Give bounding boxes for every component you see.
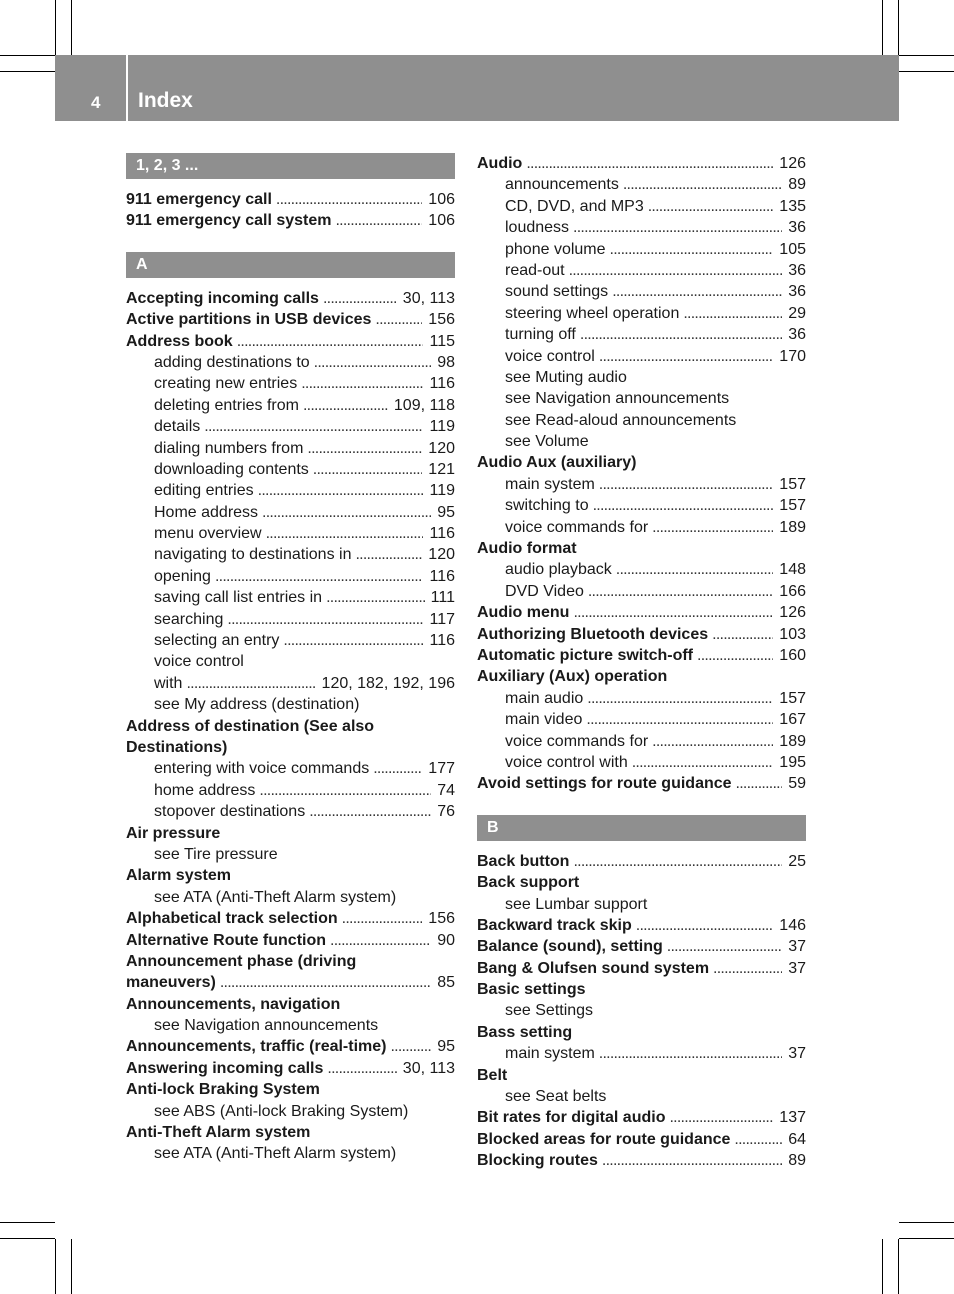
page-number: 4: [91, 93, 101, 112]
entry-pages: 121: [428, 460, 455, 478]
index-entry: [477, 153, 806, 174]
entry-term: navigating to destinations in: [154, 546, 352, 564]
leader-dots: [342, 908, 423, 929]
crop-mark: [55, 1239, 56, 1294]
entry-pages: 167: [779, 711, 806, 729]
entry-term: Balance (sound), setting: [477, 938, 663, 956]
leader-dots: [186, 673, 315, 694]
crop-mark: [899, 55, 954, 56]
entry-term: adding destinations to: [154, 353, 310, 371]
index-subentry: [477, 517, 806, 538]
entry-pages: 189: [779, 732, 806, 750]
entry-term: Audio menu: [477, 604, 570, 622]
entry-pages: 105: [779, 240, 806, 258]
leader-dots: [602, 1150, 782, 1171]
index-subentry: [477, 217, 806, 238]
entry-term: opening: [154, 567, 211, 585]
leader-dots: [712, 624, 773, 645]
index-entry: [126, 1058, 455, 1079]
index-heading: Announcements, navigation: [126, 995, 341, 1013]
index-subentry: [477, 260, 806, 281]
crop-mark: [71, 0, 72, 55]
entry-pages: 106: [428, 212, 455, 230]
entry-term: Answering incoming calls: [126, 1059, 324, 1077]
index-subentry: [126, 480, 455, 501]
index-subentry: [477, 688, 806, 709]
entry-pages: 64: [788, 1130, 806, 1148]
index-column-left: [126, 153, 455, 1165]
entry-term: details: [154, 418, 201, 436]
index-subentry: [477, 581, 806, 602]
entry-pages: 189: [779, 518, 806, 536]
entry-pages: 106: [428, 191, 455, 208]
crop-mark: [882, 1239, 883, 1294]
entry-pages: 111: [430, 589, 455, 607]
leader-dots: [573, 851, 782, 872]
leader-dots: [587, 688, 773, 709]
entry-pages: 156: [428, 311, 455, 329]
entry-term: main system: [505, 475, 595, 493]
entry-term: Announcements, traffic (real-time): [126, 1038, 387, 1056]
index-entry: [126, 331, 455, 352]
leader-dots: [612, 281, 782, 302]
entry-term: main audio: [505, 689, 584, 707]
index-see-reference: see Navigation announcements: [505, 390, 730, 408]
entry-pages: 76: [437, 803, 455, 821]
index-entry: [477, 1150, 806, 1171]
leader-dots: [636, 915, 774, 936]
index-heading: Belt: [477, 1066, 508, 1084]
spacer: [126, 232, 455, 252]
index-see-reference: see Muting audio: [505, 368, 627, 386]
header-divider: [126, 55, 128, 121]
leader-dots: [301, 373, 423, 394]
index-subentry: [126, 373, 455, 394]
leader-dots: [573, 602, 773, 623]
entry-term: Blocked areas for route guidance: [477, 1130, 731, 1148]
entry-pages: 116: [429, 525, 455, 543]
page-title: Index: [138, 89, 193, 112]
index-heading: Address of destination (See also: [126, 717, 375, 735]
entry-pages: 36: [788, 219, 806, 237]
index-entry: [126, 309, 455, 330]
index-heading: Audio Aux (auxiliary): [477, 454, 637, 472]
leader-dots: [580, 324, 782, 345]
entry-term: deleting entries from: [154, 396, 299, 414]
leader-dots: [569, 260, 783, 281]
leader-dots: [323, 288, 397, 309]
entry-term: Audio: [477, 155, 523, 172]
index-subentry: [126, 438, 455, 459]
index-subentry: [126, 395, 455, 416]
entry-term: Bang & Olufsen sound system: [477, 959, 710, 977]
entry-pages: 166: [779, 582, 806, 600]
entry-term: saving call list entries in: [154, 589, 323, 607]
entry-pages: 30, 113: [402, 289, 455, 307]
index-subentry: [477, 474, 806, 495]
entry-term: voice commands for: [505, 732, 649, 750]
entry-term: voice control with: [505, 753, 628, 771]
entry-term: selecting an entry: [154, 632, 280, 650]
index-subentry: [126, 352, 455, 373]
leader-dots: [652, 731, 773, 752]
entry-pages: 119: [429, 482, 455, 500]
index-entry: [477, 645, 806, 666]
entry-pages: 90: [437, 931, 455, 949]
entry-term: Bit rates for digital audio: [477, 1109, 666, 1127]
entry-term: Authorizing Bluetooth devices: [477, 625, 709, 643]
index-subentry: [126, 459, 455, 480]
entry-pages: 95: [437, 503, 455, 521]
index-heading: Anti-Theft Alarm system: [126, 1124, 311, 1142]
entry-pages: 195: [779, 753, 806, 771]
leader-dots: [204, 416, 423, 437]
entry-pages: 36: [788, 283, 806, 301]
index-heading: Air pressure: [126, 824, 221, 842]
leader-dots: [593, 495, 774, 516]
leader-dots: [262, 502, 431, 523]
entry-pages: 116: [429, 567, 455, 585]
index-heading: Audio format: [477, 540, 577, 558]
index-heading: Announcement phase (driving: [126, 952, 357, 970]
section-header: B: [477, 815, 806, 841]
leader-dots: [303, 395, 388, 416]
entry-term: with: [154, 674, 183, 692]
leader-dots: [258, 480, 424, 501]
index-see-reference: see Read-aloud announcements: [505, 411, 737, 429]
index-subentry: [477, 709, 806, 730]
entry-pages: 157: [779, 475, 806, 493]
index-entry: [477, 602, 806, 623]
entry-pages: 116: [429, 632, 455, 650]
index-see-reference: see ABS (Anti-lock Braking System): [154, 1102, 409, 1120]
entry-term: phone volume: [505, 240, 606, 258]
entry-term: Home address: [154, 503, 259, 521]
entry-term: Backward track skip: [477, 916, 632, 934]
entry-pages: 25: [788, 852, 806, 870]
index-heading: Back support: [477, 874, 580, 892]
entry-pages: 36: [788, 326, 806, 344]
entry-term: maneuvers): [126, 974, 216, 992]
spacer: [477, 795, 806, 815]
crop-mark: [71, 1239, 72, 1294]
entry-pages: 89: [788, 176, 806, 194]
leader-dots: [526, 153, 773, 174]
index-heading: Alarm system: [126, 867, 231, 885]
index-see-reference: see Settings: [505, 1002, 594, 1020]
index-entry: [126, 1036, 455, 1057]
section-header: A: [126, 252, 455, 278]
entry-pages: 117: [429, 610, 455, 628]
leader-dots: [623, 174, 782, 195]
entry-term: announcements: [505, 176, 619, 194]
leader-dots: [652, 517, 773, 538]
entry-term: CD, DVD, and MP3: [505, 197, 644, 215]
index-subentry: [477, 324, 806, 345]
index-subentry: [126, 758, 455, 779]
index-subentry: [126, 416, 455, 437]
leader-dots: [610, 239, 774, 260]
leader-dots: [307, 438, 422, 459]
index-subentry: [477, 303, 806, 324]
crop-mark: [55, 0, 56, 55]
leader-dots: [599, 1043, 782, 1064]
entry-term: turning off: [505, 326, 576, 344]
entry-pages: 156: [428, 910, 455, 928]
entry-term: DVD Video: [505, 582, 584, 600]
entry-pages: 37: [788, 959, 806, 977]
entry-term: Blocking routes: [477, 1152, 598, 1170]
crop-mark: [898, 1239, 899, 1294]
index-heading: Auxiliary (Aux) operation: [477, 668, 668, 686]
index-entry: [126, 930, 455, 951]
leader-dots: [327, 1058, 396, 1079]
crop-mark: [0, 55, 55, 56]
entry-term: Automatic picture switch-off: [477, 646, 694, 664]
index-subentry: [126, 587, 455, 608]
leader-dots: [313, 459, 423, 480]
index-subentry: [126, 780, 455, 801]
crop-mark: [899, 1238, 954, 1239]
leader-dots: [283, 630, 423, 651]
index-subentry: [477, 731, 806, 752]
entry-pages: 170: [779, 347, 806, 365]
index-entry: [477, 958, 806, 979]
index-see-reference: see ATA (Anti-Theft Alarm system): [154, 888, 397, 906]
entry-pages: 157: [779, 689, 806, 707]
leader-dots: [632, 752, 774, 773]
index-entry: [126, 972, 455, 993]
index-heading: Bass setting: [477, 1023, 573, 1041]
leader-dots: [667, 936, 782, 957]
leader-dots: [227, 609, 423, 630]
entry-pages: 120: [428, 546, 455, 564]
entry-term: stopover destinations: [154, 803, 306, 821]
index-entry: [477, 773, 806, 794]
leader-dots: [314, 352, 432, 373]
leader-dots: [734, 1129, 782, 1150]
leader-dots: [335, 210, 422, 231]
entry-pages: 85: [437, 974, 455, 992]
index-subentry: [477, 752, 806, 773]
entry-pages: 115: [429, 332, 455, 350]
index-see-reference: see Tire pressure: [154, 845, 278, 863]
leader-dots: [330, 930, 431, 951]
entry-term: read-out: [505, 261, 565, 279]
index-see-reference: see Seat belts: [505, 1088, 607, 1106]
entry-pages: 146: [779, 916, 806, 934]
index-see-reference: voice control: [154, 653, 244, 671]
entry-pages: 95: [437, 1038, 455, 1056]
index-see-reference: see Navigation announcements: [154, 1017, 379, 1035]
entry-pages: 37: [788, 938, 806, 956]
index-subentry: [477, 196, 806, 217]
leader-dots: [616, 559, 774, 580]
leader-dots: [266, 523, 424, 544]
section-header: 1, 2, 3 ...: [126, 153, 455, 179]
entry-term: Alternative Route function: [126, 931, 327, 949]
index-column-right: [477, 153, 806, 1172]
crop-mark: [0, 1222, 55, 1223]
entry-term: downloading contents: [154, 460, 309, 478]
leader-dots: [683, 303, 782, 324]
leader-dots: [259, 780, 431, 801]
index-entry: [477, 851, 806, 872]
index-entry: [477, 1107, 806, 1128]
leader-dots: [220, 972, 431, 993]
entry-term: switching to: [505, 497, 589, 515]
leader-dots: [326, 587, 425, 608]
entry-pages: 37: [788, 1045, 806, 1063]
leader-dots: [648, 196, 774, 217]
index-entry: [126, 908, 455, 929]
entry-pages: 119: [429, 418, 455, 436]
index-subentry: [477, 495, 806, 516]
index-entry: [126, 189, 455, 210]
entry-pages: 98: [437, 353, 455, 371]
index-subentry: [477, 174, 806, 195]
entry-term: voice control: [505, 347, 595, 365]
leader-dots: [355, 544, 422, 565]
leader-dots: [599, 346, 773, 367]
entry-term: loudness: [505, 219, 570, 237]
entry-pages: 148: [779, 561, 806, 579]
entry-term: 911 emergency call system: [126, 212, 332, 230]
entry-pages: 157: [779, 497, 806, 515]
entry-term: entering with voice commands: [154, 760, 370, 778]
leader-dots: [390, 1036, 431, 1057]
entry-pages: 109, 118: [393, 396, 455, 414]
leader-dots: [309, 801, 431, 822]
leader-dots: [375, 309, 422, 330]
index-subentry: [126, 609, 455, 630]
index-entry: [477, 915, 806, 936]
leader-dots: [573, 217, 782, 238]
entry-term: Back button: [477, 852, 570, 870]
entry-pages: 59: [788, 775, 806, 793]
index-entry: [477, 624, 806, 645]
index-subentry: [477, 239, 806, 260]
entry-term: creating new entries: [154, 375, 298, 393]
leader-dots: [586, 709, 773, 730]
index-entry: [477, 936, 806, 957]
entry-term: 911 emergency call: [126, 191, 272, 208]
leader-dots: [713, 958, 782, 979]
entry-term: steering wheel operation: [505, 304, 680, 322]
crop-mark: [899, 71, 954, 72]
leader-dots: [276, 189, 422, 210]
entry-term: Address book: [126, 332, 233, 350]
entry-term: editing entries: [154, 482, 254, 500]
index-subentry: [477, 281, 806, 302]
crop-mark: [898, 0, 899, 55]
index-see-reference: see Volume: [505, 433, 589, 451]
entry-term: menu overview: [154, 525, 262, 543]
entry-pages: 36: [788, 261, 806, 279]
index-see-reference: see Lumbar support: [505, 895, 648, 913]
entry-term: Alphabetical track selection: [126, 910, 338, 928]
crop-mark: [899, 1222, 954, 1223]
entry-pages: 29: [788, 304, 806, 322]
entry-term: home address: [154, 781, 256, 799]
entry-term: main video: [505, 711, 583, 729]
index-subentry: [126, 630, 455, 651]
entry-pages: 177: [428, 760, 455, 778]
entry-term: voice commands for: [505, 518, 649, 536]
leader-dots: [588, 581, 773, 602]
entry-term: Accepting incoming calls: [126, 289, 319, 307]
entry-pages: 126: [779, 604, 806, 622]
leader-dots: [697, 645, 773, 666]
index-heading: Basic settings: [477, 981, 586, 999]
index-subentry: [126, 502, 455, 523]
index-subentry: [477, 346, 806, 367]
entry-pages: 103: [779, 625, 806, 643]
index-subentry: [126, 673, 455, 694]
crop-mark: [0, 1238, 55, 1239]
entry-pages: 30, 113: [402, 1059, 455, 1077]
leader-dots: [669, 1107, 773, 1128]
entry-pages: 135: [779, 197, 806, 215]
leader-dots: [599, 474, 774, 495]
entry-pages: 120: [428, 439, 455, 457]
index-see-reference: see ATA (Anti-Theft Alarm system): [154, 1145, 397, 1163]
index-entry: [126, 210, 455, 231]
spacer: [126, 179, 455, 189]
index-subentry: [126, 566, 455, 587]
leader-dots: [373, 758, 422, 779]
index-subentry: [126, 544, 455, 565]
entry-pages: 137: [779, 1109, 806, 1127]
index-entry: [477, 1129, 806, 1150]
spacer: [477, 841, 806, 851]
entry-pages: 89: [788, 1152, 806, 1170]
crop-mark: [0, 71, 55, 72]
entry-pages: 74: [437, 781, 455, 799]
index-heading: Destinations): [126, 738, 228, 756]
index-subentry: [477, 559, 806, 580]
entry-term: dialing numbers from: [154, 439, 304, 457]
entry-pages: 160: [779, 646, 806, 664]
index-subentry: [477, 1043, 806, 1064]
index-entry: [126, 288, 455, 309]
entry-term: sound settings: [505, 283, 609, 301]
spacer: [126, 278, 455, 288]
entry-pages: 126: [779, 155, 806, 172]
index-see-reference: see My address (destination): [154, 696, 360, 714]
entry-term: audio playback: [505, 561, 612, 579]
crop-mark: [882, 0, 883, 55]
leader-dots: [237, 331, 424, 352]
leader-dots: [736, 773, 783, 794]
page-header: [55, 55, 899, 121]
entry-pages: 120, 182, 192, 196: [321, 674, 455, 692]
entry-term: searching: [154, 610, 224, 628]
entry-pages: 116: [429, 375, 455, 393]
index-subentry: [126, 801, 455, 822]
index-heading: Anti-lock Braking System: [126, 1081, 320, 1099]
index-subentry: [126, 523, 455, 544]
entry-term: Avoid settings for route guidance: [477, 775, 732, 793]
entry-term: main system: [505, 1045, 595, 1063]
entry-term: Active partitions in USB devices: [126, 311, 372, 329]
leader-dots: [215, 566, 424, 587]
